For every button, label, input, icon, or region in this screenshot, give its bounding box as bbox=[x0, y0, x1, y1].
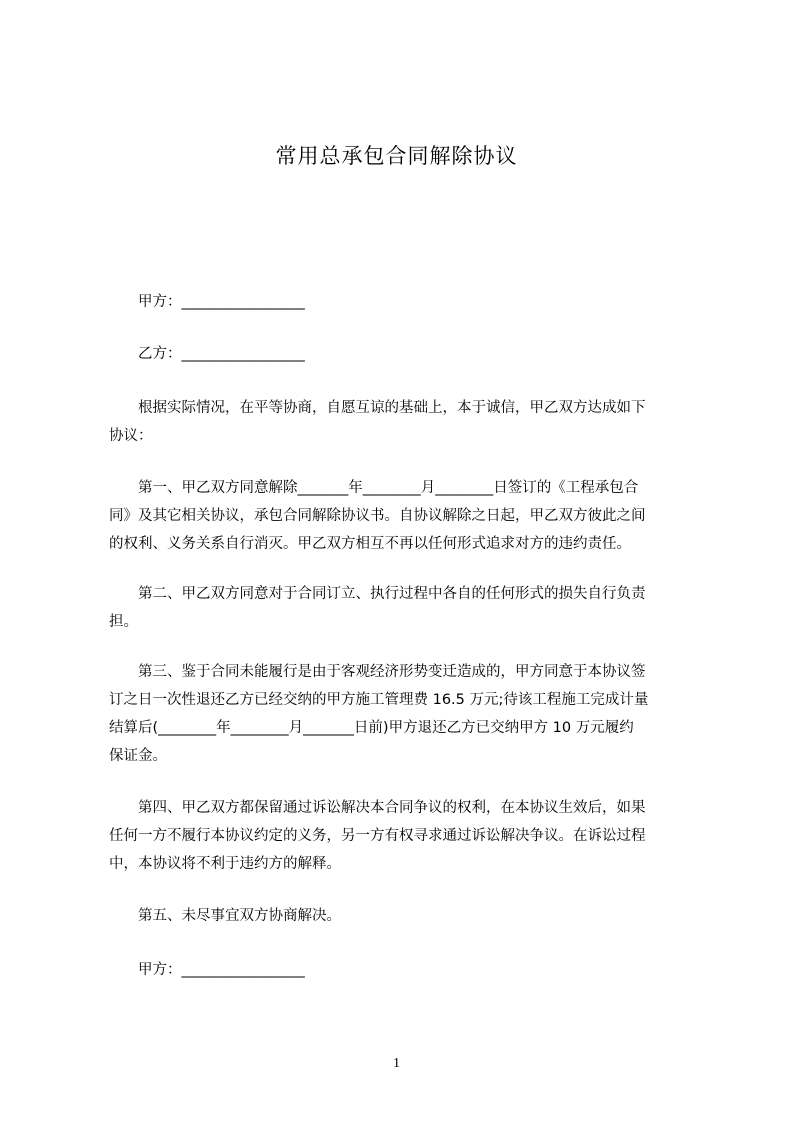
clause3-line-4: 保证金。 bbox=[109, 748, 167, 764]
clause4-line-2: 任何一方不履行本协议约定的义务，另一方有权寻求通过诉讼解决争议。在诉讼过程 bbox=[109, 828, 646, 844]
clause3-line-1: 第三、鉴于合同未能履行是由于客观经济形势变迁造成的，甲方同意于本协议签 bbox=[138, 664, 646, 680]
clause2-line-1: 第二、甲乙双方同意对于合同订立、执行过程中各自的任何形式的损失自行负责 bbox=[138, 586, 646, 602]
clause4-line-3: 中，本协议将不利于违约方的解释。 bbox=[109, 856, 341, 872]
preamble-line-1: 根据实际情况，在平等协商，自愿互谅的基础上，本于诚信，甲乙双方达成如下 bbox=[138, 400, 646, 416]
clause2-line-2: 担。 bbox=[109, 614, 138, 630]
clause3-line-2: 订之日一次性退还乙方已经交纳的甲方施工管理费 16.5 万元;待该工程施工完成计量 bbox=[109, 692, 649, 708]
clause5-line: 第五、未尽事宜双方协商解决。 bbox=[138, 908, 341, 924]
page-number: 1 bbox=[393, 1056, 400, 1071]
document-title: 常用总承包合同解除协议 bbox=[275, 144, 518, 168]
clause1-line-1: 第一、甲乙双方同意解除_______年________月________日签订的《工程承包合 bbox=[138, 480, 639, 496]
clause1-line-3: 的权利、义务关系自行消灭。甲乙双方相互不再以任何形式追求对方的违约责任。 bbox=[109, 536, 631, 552]
party-b-line: 乙方：_________________ bbox=[138, 346, 305, 362]
party-a-line: 甲方：_________________ bbox=[138, 294, 305, 310]
clause3-line-3: 结算后(________年________月_______日前)甲方退还乙方已交纳甲方 10 万元履约 bbox=[109, 720, 634, 736]
preamble-line-2: 协议： bbox=[109, 428, 153, 444]
clause4-line-1: 第四、甲乙双方都保留通过诉讼解决本合同争议的权利，在本协议生效后，如果 bbox=[138, 800, 646, 816]
clause1-line-2: 同》及其它相关协议，承包合同解除协议书。自协议解除之日起，甲乙双方彼此之间 bbox=[109, 508, 646, 524]
party-a-signature-line: 甲方：_________________ bbox=[138, 962, 305, 978]
